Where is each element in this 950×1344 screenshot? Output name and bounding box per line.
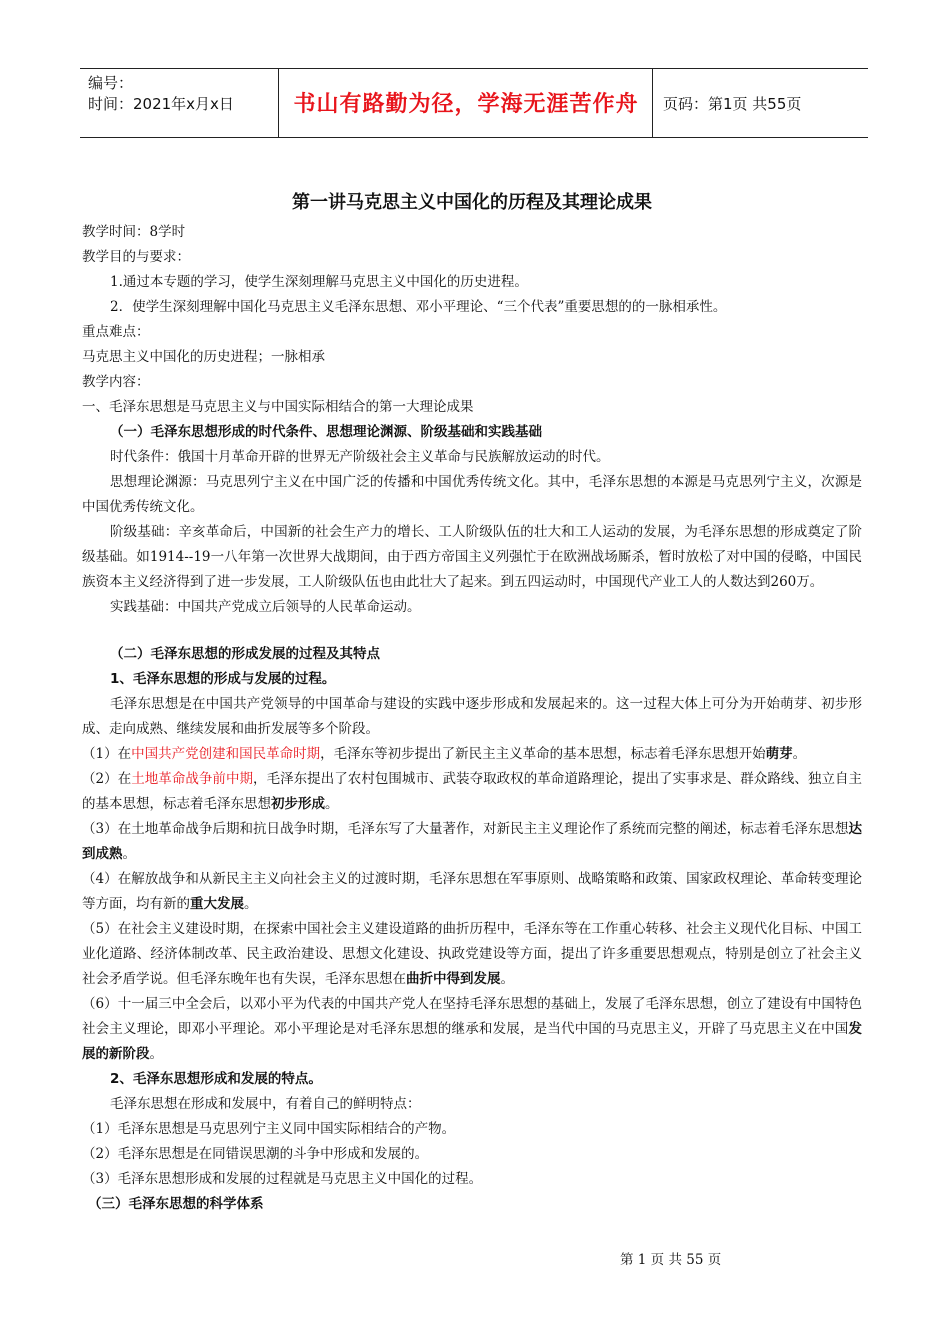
highlight-period: 中国共产党创建和国民革命时期: [131, 746, 321, 762]
teaching-time: 教学时间：8学时: [82, 224, 186, 240]
section-1-heading: 一、毛泽东思想是马克思主义与中国实际相结合的第一大理论成果: [82, 399, 474, 415]
header-divider: [652, 69, 653, 137]
feature-1: （1）毛泽东思想是马克思列宁主义同中国实际相结合的产物。: [82, 1121, 456, 1137]
emphasis: 重大发展: [190, 896, 244, 912]
stage-4: （4）在解放战争和从新民主主义向社会主义的过渡时期，毛泽东思想在军事原则、战略策略和政策、国家政权理论、革命转变理论等方面，均有新的重大发展。: [82, 871, 862, 912]
header-motto: 书山有路勤为径，学海无涯苦作舟: [293, 92, 639, 117]
document-body: [82, 188, 862, 1217]
page-label: 页码：第1页 共55页: [663, 95, 802, 113]
subsection-2-2-heading: 2、毛泽东思想形成和发展的特点。: [110, 1071, 322, 1087]
highlight-period: 土地革命战争前中期: [131, 771, 254, 787]
goal-1: 1.通过本专题的学习，使学生深刻理解马克思主义中国化的历史进程。: [110, 274, 528, 290]
header-divider: [278, 69, 279, 137]
time-label: 时间：2021年x月x日: [88, 95, 234, 113]
subsection-2-1-heading: 1、毛泽东思想的形成与发展的过程。: [110, 671, 336, 687]
header-left-cell: [88, 73, 234, 115]
theory-source-paragraph: 思想理论渊源：马克思列宁主义在中国广泛的传播和中国优秀传统文化。其中，毛泽东思想的本源是马克思列宁主义，次源是中国优秀传统文化。: [82, 474, 862, 515]
goal-2: 2．使学生深刻理解中国化马克思主义毛泽东思想、邓小平理论、“三个代表”重要思想的的一脉相承性。: [110, 299, 727, 315]
feature-3: （3）毛泽东思想形成和发展的过程就是马克思主义中国化的过程。: [82, 1171, 483, 1187]
key-label: 重点难点：: [82, 324, 150, 340]
emphasis: 曲折中得到发展: [406, 971, 501, 987]
features-intro: 毛泽东思想在形成和发展中，有着自己的鲜明特点：: [110, 1096, 421, 1112]
emphasis: 初步形成: [271, 796, 325, 812]
number-label: 编号：: [88, 74, 134, 92]
subsection-3-heading: （三）毛泽东思想的科学体系: [88, 1196, 264, 1212]
class-basis-paragraph: 阶级基础：辛亥革命后，中国新的社会生产力的增长、工人阶级队伍的壮大和工人运动的发展，为毛泽东思想的形成奠定了阶级基础。如1914--19一八年第一次世界大战期间，由于西方帝国主义列强忙于在欧洲战场厮杀，暂时放松了对中国的侵略，中国民族资本主义经济得到了进一步发展，工人阶级队伍也由此壮大了起来。到五四运动时，中国现代产业工人的人数达到260万。: [82, 524, 862, 590]
stage-3: （3）在土地革命战争后期和抗日战争时期，毛泽东写了大量著作，对新民主主义理论作了系统而完整的阐述，标志着毛泽东思想达到成熟。: [82, 821, 862, 862]
key-text: 马克思主义中国化的历史进程；一脉相承: [82, 349, 325, 365]
emphasis: 萌芽: [765, 746, 793, 762]
subsection-1-heading: （一）毛泽东思想形成的时代条件、思想理论渊源、阶级基础和实践基础: [110, 424, 542, 440]
emphasis: 发展的新阶段: [82, 1021, 862, 1062]
stage-5: （5）在社会主义建设时期，在探索中国社会主义建设道路的曲折历程中，毛泽东等在工作重心转移、社会主义现代化目标、中国工业化道路、经济体制改革、民主政治建设、思想文化建设、执政党建设等方面，提出了许多重要思想观点，特别是创立了社会主义社会矛盾学说。但毛泽东晚年也有失误，毛泽东思想在曲折中得到发展。: [82, 921, 862, 987]
emphasis: 达到成熟: [82, 821, 862, 862]
subsection-2-heading: （二）毛泽东思想的形成发展的过程及其特点: [110, 646, 380, 662]
stage-6: （6）十一届三中全会后，以邓小平为代表的中国共产党人在坚持毛泽东思想的基础上，发展了毛泽东思想，创立了建设有中国特色社会主义理论，即邓小平理论。邓小平理论是对毛泽东思想的继承和发展，是当代中国的马克思主义，开辟了马克思主义在中国发展的新阶段。: [82, 996, 862, 1062]
document-header: [80, 68, 868, 138]
era-paragraph: 时代条件：俄国十月革命开辟的世界无产阶级社会主义革命与民族解放运动的时代。: [110, 449, 610, 465]
feature-2: （2）毛泽东思想是在同错误思潮的斗争中形成和发展的。: [82, 1146, 429, 1162]
practice-basis-paragraph: 实践基础：中国共产党成立后领导的人民革命运动。: [110, 599, 421, 615]
page-footer: 第 1 页 共 55 页: [620, 1252, 722, 1268]
stage-1: （1）在中国共产党创建和国民革命时期，毛泽东等初步提出了新民主主义革命的基本思想，标志着毛泽东思想开始萌芽。: [82, 746, 807, 762]
content-label: 教学内容：: [82, 374, 150, 390]
process-intro: 毛泽东思想是在中国共产党领导的中国革命与建设的实践中逐步形成和发展起来的。这一过程大体上可分为开始萌芽、初步形成、走向成熟、继续发展和曲折发展等多个阶段。: [82, 696, 862, 737]
stage-2: （2）在土地革命战争前中期，毛泽东提出了农村包围城市、武装夺取政权的革命道路理论，提出了实事求是、群众路线、独立自主的基本思想，标志着毛泽东思想初步形成。: [82, 771, 863, 812]
lecture-title: 第一讲马克思主义中国化的历程及其理论成果: [292, 192, 652, 213]
goals-label: 教学目的与要求：: [82, 249, 190, 265]
